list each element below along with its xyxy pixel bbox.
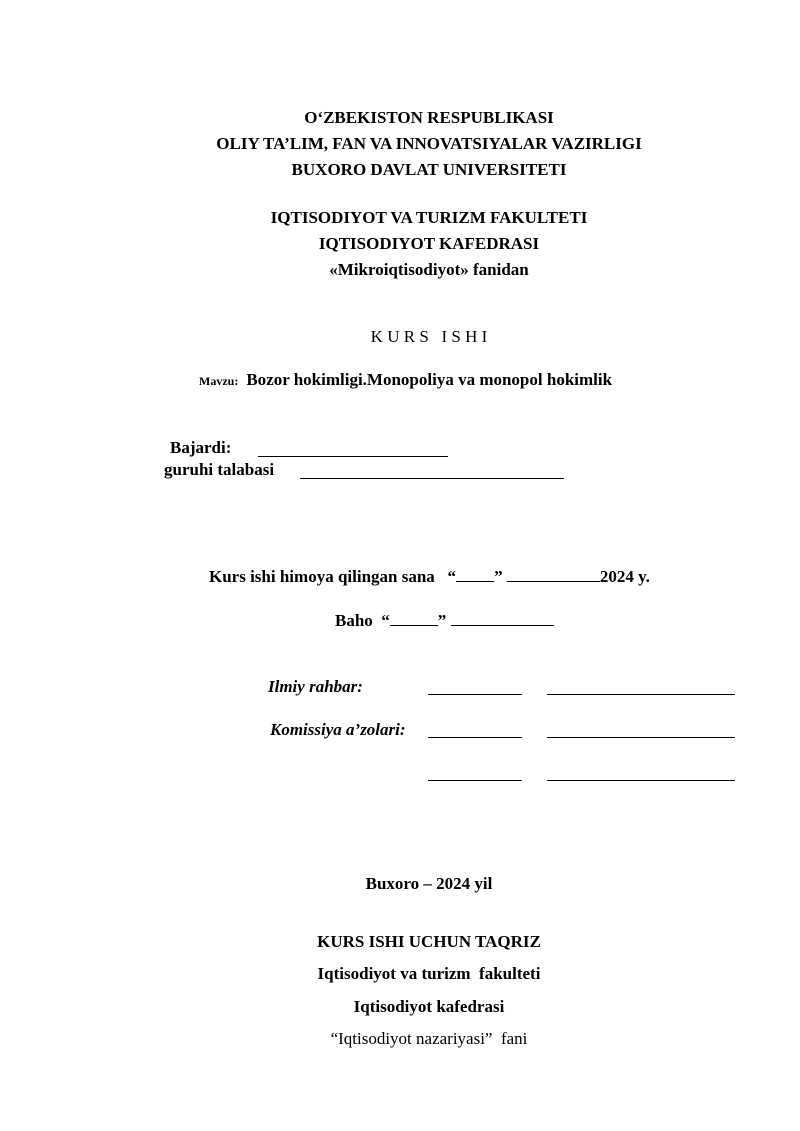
grade-score-blank bbox=[390, 625, 438, 626]
commission-name-line-2 bbox=[547, 780, 735, 781]
department-name: IQTISODIYOT KAFEDRASI bbox=[318, 234, 540, 253]
review-subject: “Iqtisodiyot nazariyasi” fani bbox=[330, 1029, 528, 1048]
commission-name-line-1 bbox=[547, 737, 735, 738]
advisor-name-line bbox=[547, 694, 735, 695]
review-department: Iqtisodiyot kafedrasi bbox=[353, 997, 505, 1016]
commission-signature-line-2 bbox=[428, 780, 522, 781]
commission-signature-line-1 bbox=[428, 737, 522, 738]
topic-label: Mavzu: bbox=[199, 374, 239, 388]
faculty-name: IQTISODIYOT VA TURIZM FAKULTETI bbox=[270, 208, 588, 227]
group-student-line bbox=[300, 478, 564, 479]
defense-month-blank bbox=[507, 581, 600, 582]
document-title: K U R S I S H I bbox=[370, 327, 488, 346]
advisor-label: Ilmiy rahbar: bbox=[268, 677, 363, 696]
commission-label: Komissiya a’zolari: bbox=[270, 720, 406, 739]
defense-year: 2024 y. bbox=[599, 567, 650, 586]
review-title: KURS ISHI UCHUN TAQRIZ bbox=[317, 932, 541, 951]
done-by-label: Bajardi: bbox=[170, 438, 232, 457]
grade-quote: ” bbox=[437, 611, 447, 630]
defense-date-prefix: Kurs ishi himoya qilingan sana “ bbox=[209, 567, 457, 586]
advisor-signature-line bbox=[428, 694, 522, 695]
defense-date-row bbox=[209, 567, 650, 587]
subject-name: «Mikroiqtisodiyot» fanidan bbox=[329, 260, 529, 279]
place-year: Buxoro – 2024 yil bbox=[365, 874, 493, 893]
done-by-line bbox=[258, 456, 448, 457]
header-university: BUXORO DAVLAT UNIVERSITETI bbox=[291, 160, 567, 179]
grade-prefix: Baho “ bbox=[335, 611, 390, 630]
defense-date-quote: ” bbox=[494, 567, 503, 586]
topic-row bbox=[199, 370, 612, 390]
grade-word-blank bbox=[451, 625, 554, 626]
header-ministry: OLIY TA’LIM, FAN VA INNOVATSIYALAR VAZIRLIGI bbox=[216, 134, 642, 153]
group-student-label: guruhi talabasi bbox=[164, 460, 275, 479]
review-faculty: Iqtisodiyot va turizm fakulteti bbox=[317, 964, 541, 983]
topic-text: Bozor hokimligi.Monopoliya va monopol hokimlik bbox=[246, 370, 613, 389]
grade-row bbox=[335, 611, 554, 631]
header-country: O‘ZBEKISTON RESPUBLIKASI bbox=[304, 108, 554, 127]
defense-day-blank bbox=[456, 581, 494, 582]
